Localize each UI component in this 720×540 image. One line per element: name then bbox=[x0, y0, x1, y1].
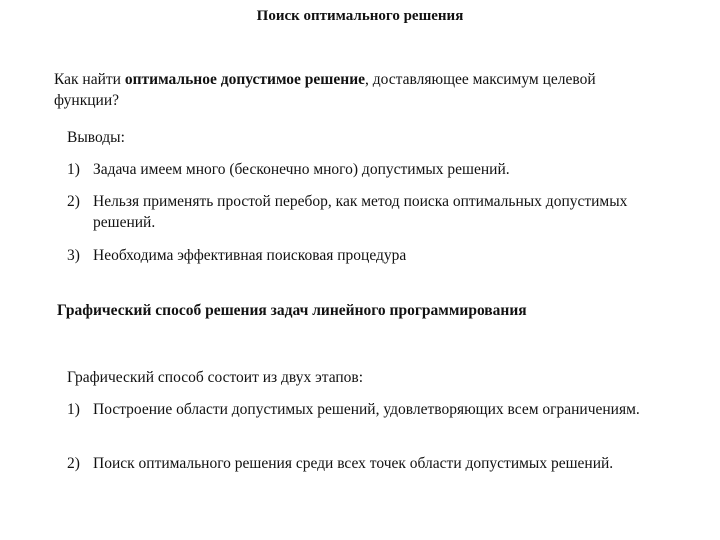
stage-item-text: Поиск оптимального решения среди всех точек области допустимых решений. bbox=[93, 455, 614, 472]
section-heading: Графический способ решения задач линейного программирования bbox=[57, 302, 527, 319]
stage-item-text: Построение области допустимых решений, удовлетворяющих всем ограничениям. bbox=[93, 401, 640, 418]
stage-item-2 bbox=[67, 453, 667, 474]
intro-question bbox=[54, 69, 654, 111]
stage-item-number: 2) bbox=[67, 455, 80, 472]
intro-prefix: Как найти bbox=[54, 71, 125, 88]
conclusion-item-text: Необходима эффективная поисковая процедура bbox=[93, 247, 407, 264]
intro-bold-term: оптимальное допустимое решение bbox=[124, 71, 366, 88]
conclusion-item-2 bbox=[67, 191, 667, 233]
stage-item-number: 1) bbox=[67, 401, 80, 418]
page-title: Поиск оптимального решения bbox=[256, 8, 464, 24]
intro-suffix: , доставляющее максимум целевой функции? bbox=[54, 71, 596, 109]
conclusions-label: Выводы: bbox=[67, 129, 125, 146]
conclusion-item-text: Задача имеем много (бесконечно много) допустимых решений. bbox=[93, 161, 510, 178]
conclusion-item-1 bbox=[67, 159, 667, 180]
conclusion-item-3 bbox=[67, 245, 667, 266]
graphical-label: Графический способ состоит из двух этапов: bbox=[67, 369, 364, 386]
conclusion-item-number: 3) bbox=[67, 247, 80, 264]
conclusion-item-text: Нельзя применять простой перебор, как метод поиска оптимальных допустимых решений. bbox=[93, 193, 628, 231]
conclusion-item-number: 1) bbox=[67, 161, 80, 178]
stage-item-1 bbox=[67, 399, 667, 420]
conclusion-item-number: 2) bbox=[67, 193, 80, 210]
